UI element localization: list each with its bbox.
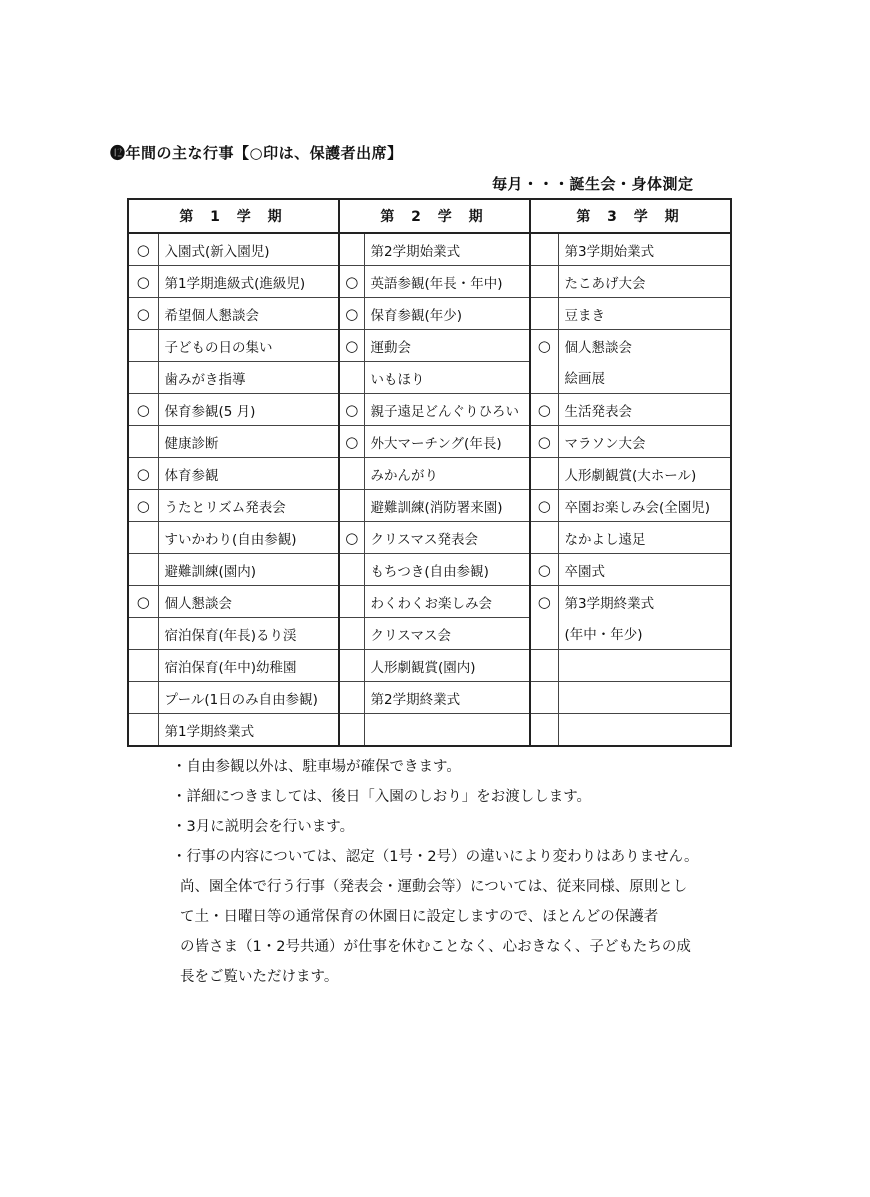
term2-event xyxy=(364,714,530,747)
term2-event: クリスマス発表会 xyxy=(364,522,530,554)
term3-event: 生活発表会 xyxy=(558,394,731,426)
term3-event xyxy=(558,682,731,714)
term3-attendance-mark: ○ xyxy=(530,426,558,458)
term1-attendance-mark xyxy=(128,330,158,362)
term2-attendance-mark xyxy=(339,233,364,266)
table-row xyxy=(128,394,731,426)
term2-attendance-mark xyxy=(339,554,364,586)
term2-event: 第2学期終業式 xyxy=(364,682,530,714)
note-continuation: て土・日曜日等の通常保育の休園日に設定しますので、ほとんどの保護者 xyxy=(180,909,659,925)
table-row xyxy=(128,458,731,490)
term1-event: 個人懇談会 xyxy=(158,586,339,618)
term2-attendance-mark xyxy=(339,490,364,522)
term3-attendance-mark: ○ xyxy=(530,330,558,362)
term-1-header: 第 1 学 期 xyxy=(128,199,339,233)
term2-attendance-mark xyxy=(339,586,364,618)
term1-event: 第1学期終業式 xyxy=(158,714,339,747)
table-row xyxy=(128,586,731,618)
term2-event: みかんがり xyxy=(364,458,530,490)
term2-event: 英語参観(年長・年中) xyxy=(364,266,530,298)
term2-event: もちつき(自由参観) xyxy=(364,554,530,586)
term3-attendance-mark: ○ xyxy=(530,394,558,426)
table-row xyxy=(128,233,731,266)
term1-attendance-mark: ○ xyxy=(128,394,158,426)
term2-event: いもほり xyxy=(364,362,530,394)
term3-event: (年中・年少) xyxy=(558,618,731,650)
term3-attendance-mark xyxy=(530,458,558,490)
term2-event: 避難訓練(消防署来園) xyxy=(364,490,530,522)
term1-attendance-mark xyxy=(128,426,158,458)
term1-attendance-mark: ○ xyxy=(128,458,158,490)
term2-attendance-mark: ○ xyxy=(339,426,364,458)
term2-event: 保育参観(年少) xyxy=(364,298,530,330)
note-continuation: 尚、園全体で行う行事（発表会・運動会等）については、従来同様、原則とし xyxy=(180,879,688,895)
term3-event: 第3学期始業式 xyxy=(558,233,731,266)
note-continuation: 長をご覧いただけます。 xyxy=(180,969,339,985)
term2-event: 親子遠足どんぐりひろい xyxy=(364,394,530,426)
term2-attendance-mark: ○ xyxy=(339,266,364,298)
table-row xyxy=(128,618,731,650)
table-row xyxy=(128,330,731,362)
term3-event: 絵画展 xyxy=(558,362,731,394)
table-row xyxy=(128,522,731,554)
term3-event: たこあげ大会 xyxy=(558,266,731,298)
term3-event: 個人懇談会 xyxy=(558,330,731,362)
term2-event: クリスマス会 xyxy=(364,618,530,650)
term1-attendance-mark: ○ xyxy=(128,490,158,522)
term2-attendance-mark xyxy=(339,458,364,490)
term1-event: 歯みがき指導 xyxy=(158,362,339,394)
term1-event: 入園式(新入園児) xyxy=(158,233,339,266)
table-row xyxy=(128,682,731,714)
term3-event: 第3学期終業式 xyxy=(558,586,731,618)
note-certification: ・行事の内容については、認定（1号・2号）の違いにより変わりはありません。 xyxy=(172,849,699,865)
term1-event: 宿泊保育(年中)幼稚園 xyxy=(158,650,339,682)
term2-attendance-mark: ○ xyxy=(339,298,364,330)
note-briefing: ・3月に説明会を行います。 xyxy=(172,819,355,835)
note-continuation: の皆さま（1・2号共通）が仕事を休むことなく、心おきなく、子どもたちの成 xyxy=(180,939,691,955)
term3-attendance-mark xyxy=(530,362,558,394)
table-row xyxy=(128,298,731,330)
term1-attendance-mark xyxy=(128,522,158,554)
monthly-events: 毎月・・・誕生会・身体測定 xyxy=(492,175,694,193)
term2-attendance-mark xyxy=(339,714,364,747)
term3-attendance-mark xyxy=(530,298,558,330)
term1-attendance-mark xyxy=(128,554,158,586)
term1-event: 子どもの日の集い xyxy=(158,330,339,362)
term1-attendance-mark xyxy=(128,618,158,650)
term2-attendance-mark xyxy=(339,618,364,650)
term2-event: わくわくお楽しみ会 xyxy=(364,586,530,618)
term3-event xyxy=(558,650,731,682)
term3-attendance-mark: ○ xyxy=(530,586,558,618)
term3-event: 人形劇観賞(大ホール) xyxy=(558,458,731,490)
term2-attendance-mark: ○ xyxy=(339,394,364,426)
term2-event: 外大マーチング(年長) xyxy=(364,426,530,458)
term1-event: 第1学期進級式(進級児) xyxy=(158,266,339,298)
term1-event: プール(1日のみ自由参観) xyxy=(158,682,339,714)
term3-event: 卒園お楽しみ会(全園児) xyxy=(558,490,731,522)
term1-event: 希望個人懇談会 xyxy=(158,298,339,330)
term3-attendance-mark: ○ xyxy=(530,554,558,586)
term-3-header: 第 3 学 期 xyxy=(530,199,731,233)
table-row xyxy=(128,650,731,682)
notes xyxy=(172,752,772,992)
term2-attendance-mark xyxy=(339,682,364,714)
term3-attendance-mark: ○ xyxy=(530,490,558,522)
term-2-header: 第 2 学 期 xyxy=(339,199,530,233)
term2-event: 人形劇観賞(園内) xyxy=(364,650,530,682)
term1-attendance-mark xyxy=(128,682,158,714)
term3-attendance-mark xyxy=(530,233,558,266)
term1-event: 保育参観(5 月) xyxy=(158,394,339,426)
term1-event: すいかわり(自由参観) xyxy=(158,522,339,554)
table-row xyxy=(128,266,731,298)
table-header-row xyxy=(128,199,731,233)
table-row xyxy=(128,362,731,394)
term3-attendance-mark xyxy=(530,682,558,714)
term1-attendance-mark: ○ xyxy=(128,233,158,266)
term2-event: 運動会 xyxy=(364,330,530,362)
term1-attendance-mark: ○ xyxy=(128,298,158,330)
term3-attendance-mark xyxy=(530,266,558,298)
annual-events-table xyxy=(127,198,732,747)
term2-event: 第2学期始業式 xyxy=(364,233,530,266)
term3-event: なかよし遠足 xyxy=(558,522,731,554)
term3-attendance-mark xyxy=(530,618,558,650)
term3-event: 豆まき xyxy=(558,298,731,330)
term3-attendance-mark xyxy=(530,650,558,682)
term1-attendance-mark: ○ xyxy=(128,266,158,298)
note-parking: ・自由参観以外は、駐車場が確保できます。 xyxy=(172,759,461,775)
table-row xyxy=(128,554,731,586)
term3-event xyxy=(558,714,731,747)
term3-attendance-mark xyxy=(530,714,558,747)
term1-event: うたとリズム発表会 xyxy=(158,490,339,522)
table-row xyxy=(128,490,731,522)
term1-attendance-mark xyxy=(128,650,158,682)
section-title: ⓬年間の主な行事【○印は、保護者出席】 xyxy=(110,144,403,162)
term1-attendance-mark xyxy=(128,362,158,394)
table-row xyxy=(128,426,731,458)
term1-event: 避難訓練(園内) xyxy=(158,554,339,586)
term1-event: 健康診断 xyxy=(158,426,339,458)
term1-event: 体育参観 xyxy=(158,458,339,490)
term1-attendance-mark xyxy=(128,714,158,747)
term2-attendance-mark: ○ xyxy=(339,330,364,362)
term2-attendance-mark xyxy=(339,362,364,394)
term2-attendance-mark: ○ xyxy=(339,522,364,554)
term2-attendance-mark xyxy=(339,650,364,682)
term1-attendance-mark: ○ xyxy=(128,586,158,618)
term3-event: 卒園式 xyxy=(558,554,731,586)
table-row xyxy=(128,714,731,747)
term3-event: マラソン大会 xyxy=(558,426,731,458)
term3-attendance-mark xyxy=(530,522,558,554)
term1-event: 宿泊保育(年長)るり渓 xyxy=(158,618,339,650)
note-details: ・詳細につきましては、後日「入園のしおり」をお渡しします。 xyxy=(172,789,592,805)
